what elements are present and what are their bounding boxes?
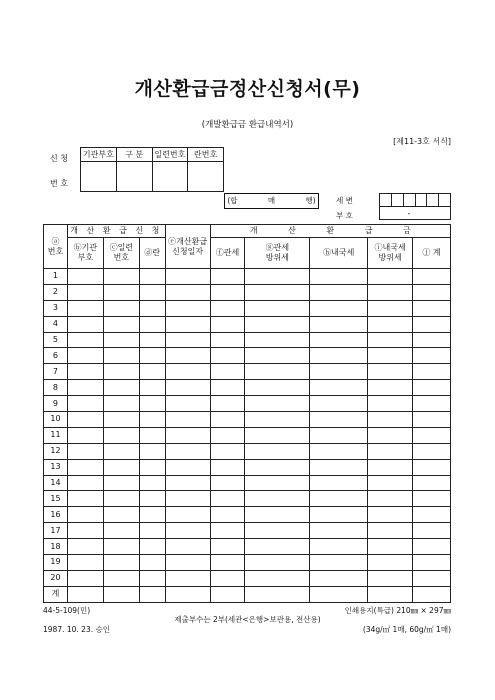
row-cell[interactable] <box>210 507 245 523</box>
row-cell[interactable] <box>165 364 210 380</box>
row-cell[interactable] <box>413 427 451 443</box>
row-cell[interactable] <box>103 491 139 507</box>
row-cell[interactable] <box>165 491 210 507</box>
row-cell[interactable] <box>310 507 368 523</box>
row-cell[interactable] <box>165 396 210 412</box>
row-cell[interactable] <box>67 523 103 539</box>
row-cell[interactable] <box>413 364 451 380</box>
col-agency-code: 기관부호 <box>81 148 117 162</box>
row-cell[interactable] <box>368 475 413 491</box>
header-customs-defense-tax: ⓖ관세 방위세 <box>245 238 310 269</box>
row-cell[interactable] <box>139 475 165 491</box>
request-label-2: 번 호 <box>50 179 68 188</box>
row-cell[interactable] <box>310 427 368 443</box>
row-cell[interactable] <box>413 586 451 602</box>
row-cell[interactable] <box>67 475 103 491</box>
row-cell[interactable] <box>139 332 165 348</box>
row-number: 1 <box>44 269 68 285</box>
row-cell[interactable] <box>310 300 368 316</box>
row-number: 2 <box>44 284 68 300</box>
row-cell[interactable] <box>368 316 413 332</box>
tax-code-dash: - <box>403 207 415 220</box>
row-cell[interactable] <box>103 396 139 412</box>
row-cell[interactable] <box>139 459 165 475</box>
row-number: 9 <box>44 396 68 412</box>
footer-weight: (34g/㎡ 1매, 60g/㎡ 1매) <box>362 625 451 634</box>
row-cell[interactable] <box>210 491 245 507</box>
row-cell[interactable] <box>165 269 210 285</box>
row-cell[interactable] <box>103 570 139 586</box>
row-cell[interactable] <box>103 555 139 571</box>
row-number: 19 <box>44 555 68 571</box>
row-cell[interactable] <box>103 523 139 539</box>
row-cell[interactable] <box>210 348 245 364</box>
row-cell[interactable] <box>165 348 210 364</box>
row-number: 계 <box>44 586 68 602</box>
row-cell[interactable] <box>139 364 165 380</box>
row-cell[interactable] <box>139 412 165 428</box>
table-row <box>44 427 451 443</box>
row-number: 12 <box>44 443 68 459</box>
row-cell[interactable] <box>245 555 310 571</box>
row-cell[interactable] <box>413 332 451 348</box>
row-cell[interactable] <box>103 316 139 332</box>
row-cell[interactable] <box>139 523 165 539</box>
tax-office-label: 세 변 <box>336 196 353 205</box>
header-customs-duty: ⓕ관세 <box>210 238 245 269</box>
row-cell[interactable] <box>413 380 451 396</box>
col-line-no: 란번호 <box>188 148 224 162</box>
tax-office-label-2: 부 호 <box>336 211 353 220</box>
header-internal-tax: ⓗ내국세 <box>310 238 368 269</box>
row-cell[interactable] <box>67 491 103 507</box>
row-cell[interactable] <box>67 459 103 475</box>
row-cell[interactable] <box>310 316 368 332</box>
row-cell[interactable] <box>310 539 368 555</box>
row-cell[interactable] <box>165 412 210 428</box>
row-number: 16 <box>44 507 68 523</box>
header-request-date: ⓔ개산환급 신청일자 <box>165 225 210 269</box>
row-cell[interactable] <box>413 507 451 523</box>
row-cell[interactable] <box>67 316 103 332</box>
row-cell[interactable] <box>165 443 210 459</box>
table-row <box>44 348 451 364</box>
row-number: 3 <box>44 300 68 316</box>
row-cell[interactable] <box>245 284 310 300</box>
row-cell[interactable] <box>139 555 165 571</box>
row-cell[interactable] <box>103 364 139 380</box>
row-cell[interactable] <box>165 316 210 332</box>
row-number: 20 <box>44 570 68 586</box>
row-cell[interactable] <box>67 507 103 523</box>
footer-copies: 제출부수는 2부(세관<은행>보관용, 전산용) <box>174 615 321 624</box>
table-row <box>44 300 451 316</box>
row-cell[interactable] <box>139 348 165 364</box>
row-cell[interactable] <box>245 300 310 316</box>
row-cell[interactable] <box>210 300 245 316</box>
row-cell[interactable] <box>368 586 413 602</box>
row-cell[interactable] <box>245 570 310 586</box>
row-cell[interactable] <box>245 507 310 523</box>
row-cell[interactable] <box>139 269 165 285</box>
row-cell[interactable] <box>413 523 451 539</box>
footer-date: 1987. 10. 23. 승인 <box>43 625 110 634</box>
tax-code-cell[interactable] <box>391 194 403 207</box>
row-cell[interactable] <box>413 412 451 428</box>
row-cell[interactable] <box>245 539 310 555</box>
row-cell[interactable] <box>210 269 245 285</box>
row-cell[interactable] <box>368 364 413 380</box>
row-cell[interactable] <box>210 443 245 459</box>
row-cell[interactable] <box>210 539 245 555</box>
row-cell[interactable] <box>413 555 451 571</box>
tax-code-cell[interactable] <box>403 194 415 207</box>
row-cell[interactable] <box>310 491 368 507</box>
row-cell[interactable] <box>67 332 103 348</box>
row-cell[interactable] <box>103 284 139 300</box>
col-serial: 일련번호 <box>152 148 188 162</box>
row-cell[interactable] <box>413 539 451 555</box>
row-cell[interactable] <box>67 380 103 396</box>
row-number: 8 <box>44 380 68 396</box>
row-cell[interactable] <box>245 459 310 475</box>
row-cell[interactable] <box>67 284 103 300</box>
row-cell[interactable] <box>67 539 103 555</box>
row-cell[interactable] <box>165 586 210 602</box>
row-cell[interactable] <box>413 443 451 459</box>
table-row <box>44 332 451 348</box>
page-subtitle: (개발환급금 환급내역서) <box>201 120 294 130</box>
row-cell[interactable] <box>103 412 139 428</box>
row-number: 13 <box>44 459 68 475</box>
row-cell[interactable] <box>67 364 103 380</box>
row-number: 11 <box>44 427 68 443</box>
row-cell[interactable] <box>310 396 368 412</box>
row-cell[interactable] <box>210 284 245 300</box>
row-cell[interactable] <box>67 300 103 316</box>
row-number: 17 <box>44 523 68 539</box>
header-agency-code: ⓑ기관 부호 <box>67 238 103 269</box>
row-number: 15 <box>44 491 68 507</box>
row-cell[interactable] <box>245 332 310 348</box>
row-cell[interactable] <box>103 539 139 555</box>
row-cell[interactable] <box>413 475 451 491</box>
row-cell[interactable] <box>139 443 165 459</box>
request-label: 신 청 <box>50 154 68 163</box>
row-cell[interactable] <box>165 570 210 586</box>
tax-code-cell[interactable] <box>439 194 451 207</box>
header-line: ⓓ란 <box>139 238 165 269</box>
row-cell[interactable] <box>245 427 310 443</box>
row-cell[interactable] <box>245 269 310 285</box>
row-cell[interactable] <box>413 300 451 316</box>
row-cell[interactable] <box>139 427 165 443</box>
row-cell[interactable] <box>103 348 139 364</box>
header-group-refund: 개 산 환 급 금 <box>210 225 450 238</box>
row-cell[interactable] <box>245 396 310 412</box>
row-cell[interactable] <box>310 555 368 571</box>
table-row <box>44 443 451 459</box>
row-cell[interactable] <box>67 586 103 602</box>
tax-code-cell[interactable] <box>415 194 427 207</box>
total-count-box[interactable] <box>224 193 319 209</box>
line-no-input[interactable] <box>188 162 224 192</box>
row-cell[interactable] <box>413 396 451 412</box>
row-cell[interactable] <box>245 586 310 602</box>
row-cell[interactable] <box>210 364 245 380</box>
table-row <box>44 269 451 285</box>
row-cell[interactable] <box>368 555 413 571</box>
row-cell[interactable] <box>165 427 210 443</box>
row-number: 14 <box>44 475 68 491</box>
row-cell[interactable] <box>245 380 310 396</box>
row-cell[interactable] <box>368 284 413 300</box>
row-cell[interactable] <box>413 284 451 300</box>
header-total: ⓙ 계 <box>413 238 451 269</box>
row-cell[interactable] <box>139 507 165 523</box>
row-cell[interactable] <box>210 427 245 443</box>
row-cell[interactable] <box>310 443 368 459</box>
row-cell[interactable] <box>103 332 139 348</box>
row-cell[interactable] <box>413 348 451 364</box>
row-cell[interactable] <box>67 348 103 364</box>
row-cell[interactable] <box>210 380 245 396</box>
row-cell[interactable] <box>210 570 245 586</box>
row-number: 18 <box>44 539 68 555</box>
row-cell[interactable] <box>139 491 165 507</box>
header-group-request: 개 산 환 급 신 청 <box>67 225 165 238</box>
row-cell[interactable] <box>210 586 245 602</box>
row-number: 7 <box>44 364 68 380</box>
row-cell[interactable] <box>413 459 451 475</box>
row-cell[interactable] <box>103 427 139 443</box>
row-cell[interactable] <box>413 570 451 586</box>
row-number: 6 <box>44 348 68 364</box>
table-row <box>44 475 451 491</box>
row-cell[interactable] <box>210 412 245 428</box>
row-cell[interactable] <box>310 364 368 380</box>
refund-detail-table <box>43 224 451 603</box>
row-cell[interactable] <box>413 491 451 507</box>
tax-office-code-table <box>379 193 451 220</box>
row-cell[interactable] <box>67 396 103 412</box>
row-cell[interactable] <box>245 443 310 459</box>
table-row <box>44 491 451 507</box>
row-cell[interactable] <box>368 459 413 475</box>
row-cell[interactable] <box>210 555 245 571</box>
table-row <box>44 539 451 555</box>
row-cell[interactable] <box>368 523 413 539</box>
table-row <box>44 396 451 412</box>
row-cell[interactable] <box>310 284 368 300</box>
row-cell[interactable] <box>245 475 310 491</box>
row-cell[interactable] <box>139 300 165 316</box>
row-cell[interactable] <box>210 459 245 475</box>
row-cell[interactable] <box>103 459 139 475</box>
row-cell[interactable] <box>103 443 139 459</box>
row-cell[interactable] <box>310 459 368 475</box>
row-cell[interactable] <box>165 284 210 300</box>
row-number: 5 <box>44 332 68 348</box>
row-cell[interactable] <box>67 443 103 459</box>
row-cell[interactable] <box>210 332 245 348</box>
row-cell[interactable] <box>165 475 210 491</box>
table-row <box>44 316 451 332</box>
row-cell[interactable] <box>165 380 210 396</box>
table-row <box>44 459 451 475</box>
row-cell[interactable] <box>245 364 310 380</box>
row-cell[interactable] <box>368 348 413 364</box>
row-cell[interactable] <box>103 507 139 523</box>
col-category: 구 분 <box>116 148 152 162</box>
row-cell[interactable] <box>210 316 245 332</box>
row-cell[interactable] <box>310 380 368 396</box>
header-internal-defense-tax: ⓘ내국세 방위세 <box>368 238 413 269</box>
tax-code-cell[interactable] <box>380 194 392 207</box>
row-cell[interactable] <box>165 555 210 571</box>
row-cell[interactable] <box>165 507 210 523</box>
serial-input[interactable] <box>152 162 188 192</box>
row-cell[interactable] <box>368 380 413 396</box>
row-cell[interactable] <box>103 300 139 316</box>
category-input[interactable] <box>116 162 152 192</box>
row-cell[interactable] <box>310 475 368 491</box>
row-cell[interactable] <box>368 396 413 412</box>
row-cell[interactable] <box>245 412 310 428</box>
table-row <box>44 507 451 523</box>
footer-paper: 인쇄용지(특급) 210㎜ × 297㎜ <box>344 606 451 615</box>
row-cell[interactable] <box>165 300 210 316</box>
row-cell[interactable] <box>139 570 165 586</box>
row-cell[interactable] <box>310 412 368 428</box>
table-row <box>44 555 451 571</box>
row-cell[interactable] <box>139 316 165 332</box>
table-row <box>44 380 451 396</box>
row-number: 4 <box>44 316 68 332</box>
row-cell[interactable] <box>310 523 368 539</box>
row-cell[interactable] <box>368 332 413 348</box>
row-cell[interactable] <box>103 380 139 396</box>
row-cell[interactable] <box>139 586 165 602</box>
row-cell[interactable] <box>310 586 368 602</box>
tax-code-cell[interactable] <box>427 194 439 207</box>
total-count-label: (합 매 행) <box>227 196 316 205</box>
footer-code: 44-5-109(민) <box>43 606 91 615</box>
row-cell[interactable] <box>368 507 413 523</box>
table-row <box>44 364 451 380</box>
row-cell[interactable] <box>310 269 368 285</box>
table-row <box>44 412 451 428</box>
row-cell[interactable] <box>67 555 103 571</box>
header-serial: ⓒ일련 번호 <box>103 238 139 269</box>
row-cell[interactable] <box>245 348 310 364</box>
row-cell[interactable] <box>413 269 451 285</box>
row-cell[interactable] <box>103 475 139 491</box>
row-cell[interactable] <box>413 316 451 332</box>
row-cell[interactable] <box>67 412 103 428</box>
row-cell[interactable] <box>368 539 413 555</box>
row-cell[interactable] <box>245 523 310 539</box>
row-cell[interactable] <box>103 269 139 285</box>
row-cell[interactable] <box>67 570 103 586</box>
row-cell[interactable] <box>210 475 245 491</box>
table-row <box>44 586 451 602</box>
row-cell[interactable] <box>368 300 413 316</box>
row-cell[interactable] <box>165 332 210 348</box>
header-number: ⓐ 번호 <box>44 225 68 269</box>
row-cell[interactable] <box>368 412 413 428</box>
row-cell[interactable] <box>310 570 368 586</box>
row-cell[interactable] <box>245 316 310 332</box>
row-cell[interactable] <box>67 427 103 443</box>
row-cell[interactable] <box>368 491 413 507</box>
table-row <box>44 284 451 300</box>
row-cell[interactable] <box>103 586 139 602</box>
row-cell[interactable] <box>139 380 165 396</box>
row-cell[interactable] <box>210 396 245 412</box>
row-cell[interactable] <box>368 427 413 443</box>
page-title: 개산환급금정산신청서(무) <box>134 78 361 100</box>
agency-code-input[interactable] <box>81 162 117 192</box>
row-cell[interactable] <box>368 570 413 586</box>
row-cell[interactable] <box>368 269 413 285</box>
table-row <box>44 523 451 539</box>
row-cell[interactable] <box>165 459 210 475</box>
row-cell[interactable] <box>310 332 368 348</box>
row-cell[interactable] <box>245 491 310 507</box>
row-cell[interactable] <box>165 523 210 539</box>
row-cell[interactable] <box>139 539 165 555</box>
row-cell[interactable] <box>310 348 368 364</box>
row-cell[interactable] <box>210 523 245 539</box>
row-number: 10 <box>44 412 68 428</box>
request-number-table <box>80 147 224 192</box>
row-cell[interactable] <box>368 443 413 459</box>
row-cell[interactable] <box>139 284 165 300</box>
row-cell[interactable] <box>139 396 165 412</box>
form-number: [제11-3호 서식] <box>393 137 451 146</box>
row-cell[interactable] <box>165 539 210 555</box>
table-row <box>44 570 451 586</box>
row-cell[interactable] <box>67 269 103 285</box>
